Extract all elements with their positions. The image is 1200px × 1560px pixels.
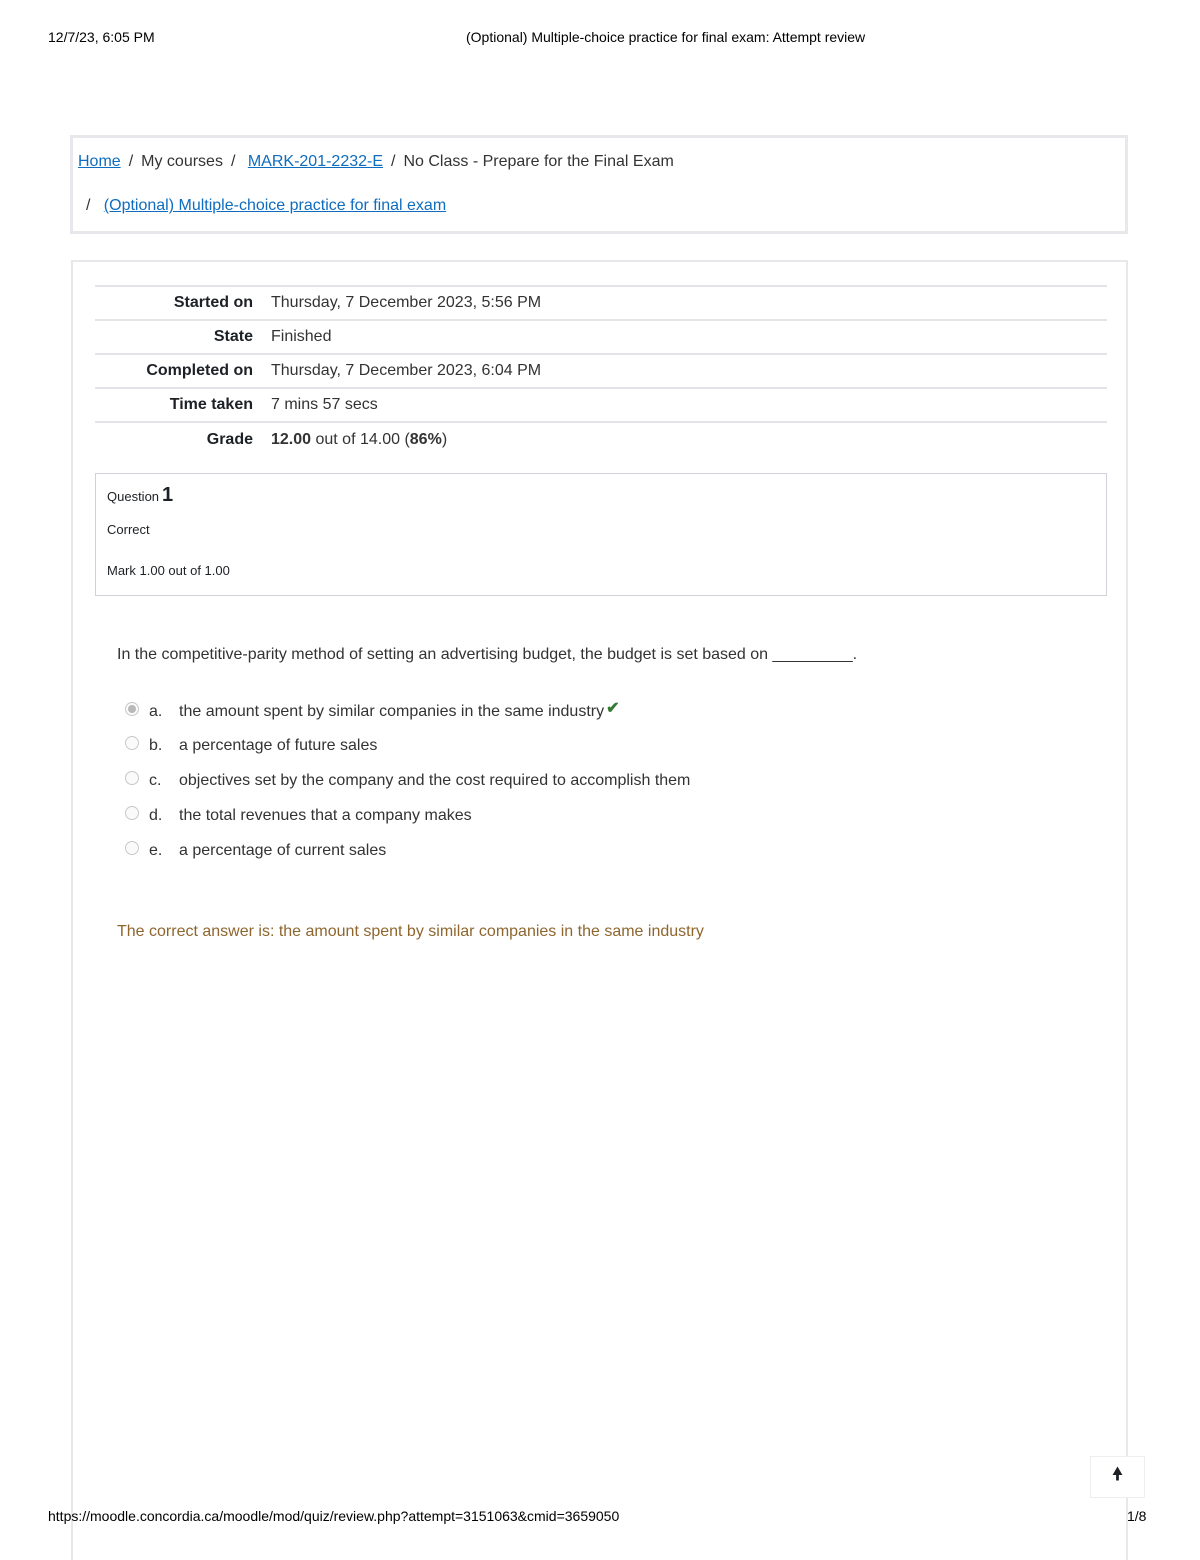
summary-row	[95, 354, 1107, 388]
answer-option-d[interactable]	[125, 807, 472, 825]
summary-label: Time taken	[169, 396, 253, 413]
summary-label: Started on	[173, 294, 253, 311]
option-letter: d.	[149, 807, 163, 824]
radio-icon[interactable]	[125, 771, 139, 785]
scroll-to-top-button[interactable]	[1090, 1456, 1145, 1498]
option-text: a percentage of current sales	[179, 842, 387, 859]
option-text: the amount spent by similar companies in the same industry	[179, 703, 605, 720]
summary-value: Thursday, 7 December 2023, 6:04 PM	[271, 362, 542, 379]
grade-score: 12.00	[271, 430, 312, 448]
option-text: a percentage of future sales	[179, 737, 378, 754]
checkmark-icon: ✔	[606, 700, 620, 717]
grade-value	[271, 422, 1107, 456]
breadcrumb-section: No Class - Prepare for the Final Exam	[403, 153, 674, 170]
arrow-up-icon: 🠝	[1111, 1464, 1124, 1484]
correct-answer-feedback: The correct answer is: the amount spent by similar companies in the same industry	[117, 923, 704, 940]
answer-option-e[interactable]	[125, 842, 386, 860]
grade-close: )	[441, 430, 448, 448]
radio-icon[interactable]	[125, 806, 139, 820]
option-letter: b.	[149, 737, 163, 754]
radio-icon[interactable]	[125, 841, 139, 855]
option-letter: a.	[149, 703, 163, 720]
breadcrumb-my-courses: My courses	[141, 153, 223, 170]
breadcrumb-separator: /	[230, 153, 236, 170]
breadcrumb-separator: /	[128, 153, 134, 170]
attempt-summary-table	[95, 285, 1107, 456]
grade-percent: 86%	[409, 430, 442, 448]
summary-value: 7 mins 57 secs	[271, 396, 378, 413]
print-title: (Optional) Multiple-choice practice for final exam: Attempt review	[466, 29, 866, 45]
grade-out-of: out of 14.00 (	[311, 430, 410, 448]
summary-value: Finished	[271, 328, 332, 345]
breadcrumb-home-link[interactable]: Home	[78, 153, 121, 170]
summary-row	[95, 422, 1107, 456]
radio-selected-icon[interactable]	[125, 702, 139, 716]
breadcrumb-course-link[interactable]: MARK-201-2232-E	[247, 153, 384, 170]
option-text: objectives set by the company and the cost required to accomplish them	[179, 772, 691, 789]
summary-row	[95, 320, 1107, 354]
breadcrumb-separator: /	[391, 153, 396, 170]
radio-icon[interactable]	[125, 736, 139, 750]
question-number	[107, 484, 173, 507]
attempt-review-region	[71, 260, 1128, 1560]
summary-label: Grade	[206, 430, 253, 448]
option-letter: c.	[149, 772, 162, 789]
print-url: https://moodle.concordia.ca/moodle/mod/quiz/review.php?attempt=3151063&cmid=3659050	[48, 1508, 620, 1524]
summary-value: Thursday, 7 December 2023, 5:56 PM	[271, 294, 542, 311]
question-label: Question	[107, 489, 160, 504]
print-page-number: 1/8	[1127, 1508, 1147, 1524]
answer-option-b[interactable]	[125, 737, 377, 755]
question-state: Correct	[107, 522, 150, 537]
answer-option-a[interactable]	[125, 702, 620, 722]
print-datetime: 12/7/23, 6:05 PM	[48, 29, 155, 45]
option-text: the total revenues that a company makes	[179, 807, 472, 824]
answer-option-c[interactable]	[125, 772, 690, 790]
option-letter: e.	[149, 842, 163, 859]
summary-label: Completed on	[146, 362, 253, 379]
summary-label: State	[213, 328, 253, 345]
breadcrumb-quiz-link[interactable]: (Optional) Multiple-choice practice for final exam	[103, 197, 447, 214]
summary-row	[95, 286, 1107, 320]
summary-row	[95, 388, 1107, 422]
question-info-box	[95, 473, 1107, 596]
breadcrumb	[70, 135, 1128, 234]
question-number-value: 1	[162, 484, 174, 506]
question-text: In the competitive-parity method of setting an advertising budget, the budget is set based on _________.	[117, 646, 858, 663]
question-mark: Mark 1.00 out of 1.00	[107, 563, 230, 578]
breadcrumb-separator: /	[86, 197, 91, 214]
